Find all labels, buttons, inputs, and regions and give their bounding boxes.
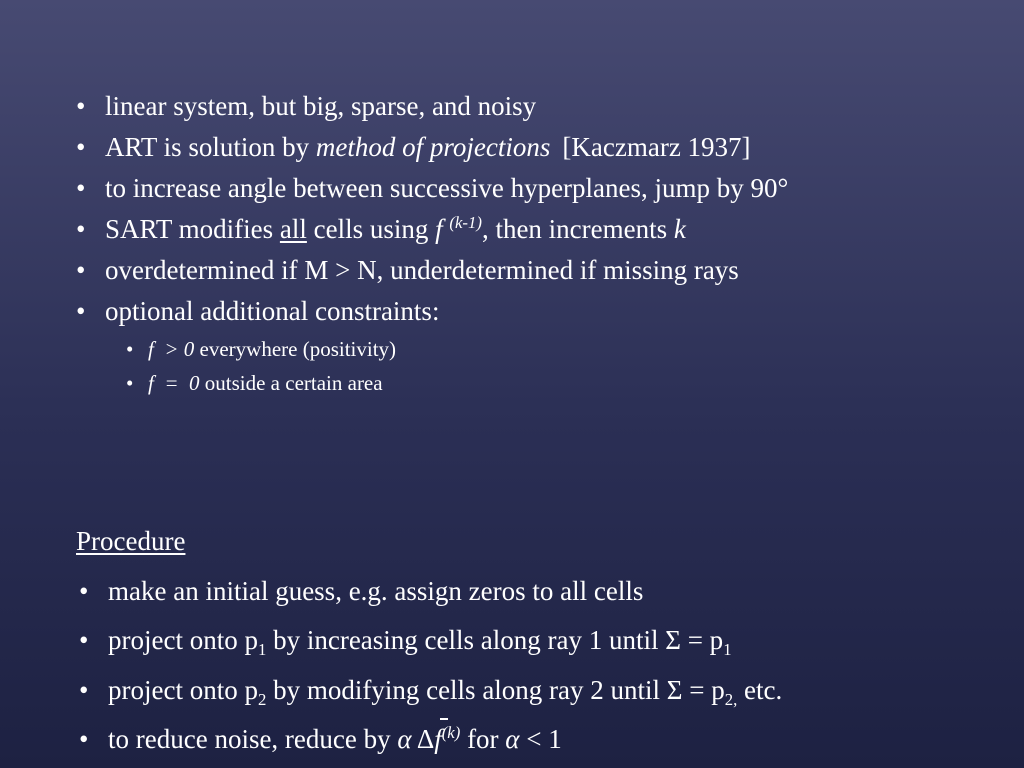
math-f-bar: f [434, 724, 442, 754]
bullet-icon: • [76, 214, 86, 244]
subscript: 2 [257, 689, 267, 709]
procedure-item [79, 576, 644, 606]
bullet-item [76, 91, 537, 121]
bullet-icon: • [79, 625, 89, 655]
item-text: SART modifies [105, 214, 280, 244]
procedure-item [79, 625, 732, 659]
citation-text: [Kaczmarz 1937] [562, 132, 751, 162]
item-text: for [460, 724, 506, 754]
math-superscript: (k-1) [449, 212, 482, 232]
bullet-icon: • [76, 255, 86, 285]
math-delta: Δ [416, 724, 435, 754]
bullet-icon: • [76, 296, 86, 326]
emphasis-text: method of projections [315, 132, 551, 162]
item-text: overdetermined if M > N, underdetermined if missing rays [105, 255, 739, 285]
bullet-icon: • [76, 173, 86, 203]
item-text: to reduce noise, reduce by [108, 724, 398, 754]
item-text: by increasing cells along ray 1 until Σ = p [266, 625, 724, 655]
math-expression: f > 0 [148, 337, 195, 361]
underlined-text: all [279, 214, 307, 244]
math-superscript: (k) [441, 722, 461, 742]
procedure-item [79, 722, 562, 758]
procedure-item [79, 675, 783, 709]
item-text: everywhere (positivity) [194, 337, 397, 361]
bullet-item [76, 212, 686, 248]
math-expression: f = 0 [148, 371, 200, 395]
sub-bullet-item [126, 371, 383, 395]
bullet-item [76, 296, 440, 326]
bullet-icon: • [79, 724, 89, 754]
bullet-icon: • [126, 371, 134, 395]
item-text: ART is solution by [105, 132, 316, 162]
math-f: f [435, 214, 443, 244]
sub-bullet-item [126, 337, 397, 361]
bullet-icon: • [126, 337, 134, 361]
item-text: project onto p [108, 625, 258, 655]
item-text: , then increments [481, 214, 674, 244]
bullet-item [76, 173, 789, 203]
bullet-item [76, 255, 739, 285]
subscript: 1 [257, 639, 267, 659]
math-alpha: α [397, 724, 412, 754]
item-text: outside a certain area [199, 371, 383, 395]
bullet-icon: • [79, 576, 89, 606]
item-text: project onto p [108, 675, 258, 705]
math-alpha: α [505, 724, 520, 754]
item-text: optional additional constraints: [105, 296, 440, 326]
subscript: 1 [723, 639, 732, 659]
subscript: 2, [724, 689, 738, 709]
math-k: k [673, 214, 686, 244]
item-text: by modifying cells along ray 2 until Σ = p [266, 675, 725, 705]
bullet-item [76, 132, 751, 162]
item-text: make an initial guess, e.g. assign zeros to all cells [108, 576, 644, 606]
bullet-icon: • [76, 91, 86, 121]
bullet-icon: • [79, 675, 89, 705]
item-text: linear system, but big, sparse, and noisy [105, 91, 537, 121]
bullet-icon: • [76, 132, 86, 162]
item-text: to increase angle between successive hyperplanes, jump by 90° [105, 173, 789, 203]
item-text: etc. [737, 675, 783, 705]
procedure-heading: Procedure [76, 526, 186, 556]
item-text: < 1 [519, 724, 562, 754]
item-text: cells using [306, 214, 436, 244]
